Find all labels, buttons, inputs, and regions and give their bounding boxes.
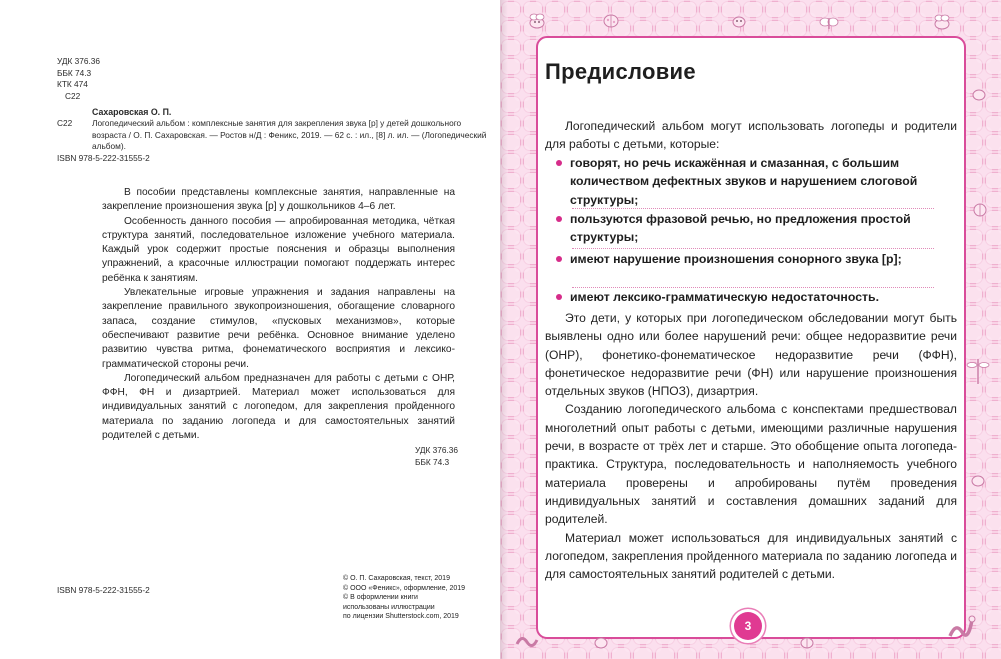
bbk-code: ББК 74.3 [57, 67, 92, 78]
classification-codes-right [415, 445, 458, 468]
bullet-item: имеют лексико-грамматическую недостаточность. [570, 288, 940, 306]
bullet-list [570, 210, 940, 247]
ladybug-icon [796, 632, 818, 652]
copyright-line: использованы иллюстрации [343, 603, 435, 611]
bee-icon [526, 12, 548, 30]
bug-icon [590, 632, 612, 652]
butterfly-icon [818, 14, 840, 32]
isbn-bottom: ISBN 978-5-222-31555-2 [57, 585, 150, 595]
copyright-line: по лицензии Shutterstock.com, 2019 [343, 613, 459, 621]
book-spine-shadow [500, 0, 508, 659]
worm-icon [946, 612, 976, 642]
left-page [0, 0, 500, 659]
biblio-author: Сахаровская О. П. [92, 107, 172, 117]
bullet-item: имеют нарушение произношения сонорного звука [р]; [570, 250, 940, 268]
bullet-item: говорят, но речь искажённая и смазанная, с большим количеством дефектных звуков и нарушением слоговой структуры; [570, 154, 940, 209]
ladybug-icon [970, 200, 990, 220]
dragonfly-icon [966, 356, 990, 386]
page-number: 3 [734, 612, 762, 640]
bullet-list [570, 250, 940, 268]
bug-icon [728, 12, 750, 30]
annotation-paragraph: Логопедический альбом предназначен для работы с детьми с ОНР, ФФН, ФН и дизартрией. Материал может использоваться для индивидуальных занятий с логопедом, для закрепления пройденного материала по заданию логопеда и для самостоятельных занятий родителей с детьми. [102, 372, 455, 442]
body-paragraph: Это дети, у которых при логопедическом обследовании могут быть выявлены одно или более нарушений речи: общее недоразвитие речи (ОНР), фонетико-фонематическое недоразвитие речи (ФФН), фонетическое недоразвитие речи (ФН) или нарушение произношения отдельных звуков (НПОЗ), дизартрия. [545, 311, 957, 399]
intro-paragraph [545, 117, 957, 154]
bullet-list [570, 154, 940, 209]
udc-code: УДК 376.36 [57, 56, 101, 66]
bullet-separator [572, 248, 934, 249]
bee-icon [968, 470, 988, 490]
bee-icon [930, 12, 954, 32]
intro-text: Логопедический альбом могут использовать логопеды и родители для работы с детьми, которые: [545, 119, 957, 152]
bullet-separator [572, 208, 934, 209]
ladybug-icon [600, 10, 622, 30]
copyright-line: © О. П. Сахаровская, текст, 2019 [343, 575, 450, 582]
classification-codes [57, 56, 100, 102]
ktk-code: КТК 474 [57, 79, 88, 89]
page-title: Предисловие [545, 59, 696, 84]
annotation [102, 186, 455, 443]
biblio-description: Логопедический альбом : комплексные занятия для закрепления звука [р] у детей дошкольного возраста / О. П. Сахаровская. — Ростов н/Д : Феникс, 2019. — 62 с. : ил., [8] л. ил. — (Логопедический альбом). [92, 118, 487, 151]
annotation-paragraph: Особенность данного пособия — апробированная методика, чёткая структура занятий, последовательное изложение учебного материала. Каждый урок содержит простые пояснения и образцы выполнения упражнений, а красочные иллюстрации помогают поддержать интерес ребёнка к занятиям. [102, 215, 455, 284]
copyright-block [343, 574, 483, 622]
copyright-line: © ООО «Феникс», оформление, 2019 [343, 584, 466, 592]
biblio-code: С22 [57, 118, 73, 128]
body-paragraph: Материал может использоваться для индивидуальных занятий с логопедом, закрепления пройденного материала по заданию логопеда и для самостоятельных занятий родителей с детьми. [545, 530, 957, 582]
annotation-paragraph: В пособии представлены комплексные занятия, направленные на закрепление произношения звука [р] у дошкольников 4–6 лет. [102, 187, 455, 213]
annotation-paragraph: Увлекательные игровые упражнения и задания направлены на закрепление правильного звукопроизношения, обогащение словарного запаса, создание стимулов, «пусковых механизмов», которые обеспечивают развитие речи ребёнка. Основное внимание уделено развитию чувства ритма, фонематического восприятия и лексико-грамматической стороны речи. [102, 287, 455, 370]
author-sign: С22 [65, 90, 81, 101]
bug-icon [968, 84, 990, 104]
worm-icon [514, 628, 540, 650]
bbk-code: ББК 74.3 [415, 456, 450, 467]
bullet-item: пользуются фразовой речью, но предложения простой структуры; [570, 210, 940, 247]
copyright-line: © В оформлении книги [343, 594, 418, 602]
body-text [545, 309, 957, 583]
bullet-list [570, 288, 940, 306]
udc-code: УДК 376.36 [415, 445, 459, 455]
body-paragraph: Созданию логопедического альбома с конспектами предшествовал многолетний опыт работы с детьми, имеющими различные нарушения речи, в возрасте от трёх лет и старше. Это обобщение опыта логопеда-практика. Структура, последовательность и наполняемость учебного материала проверены и апробированы путём проведения индивидуальных занятий и составления домашних заданий для родителей. [545, 402, 957, 527]
isbn-top: ISBN 978-5-222-31555-2 [57, 153, 150, 163]
